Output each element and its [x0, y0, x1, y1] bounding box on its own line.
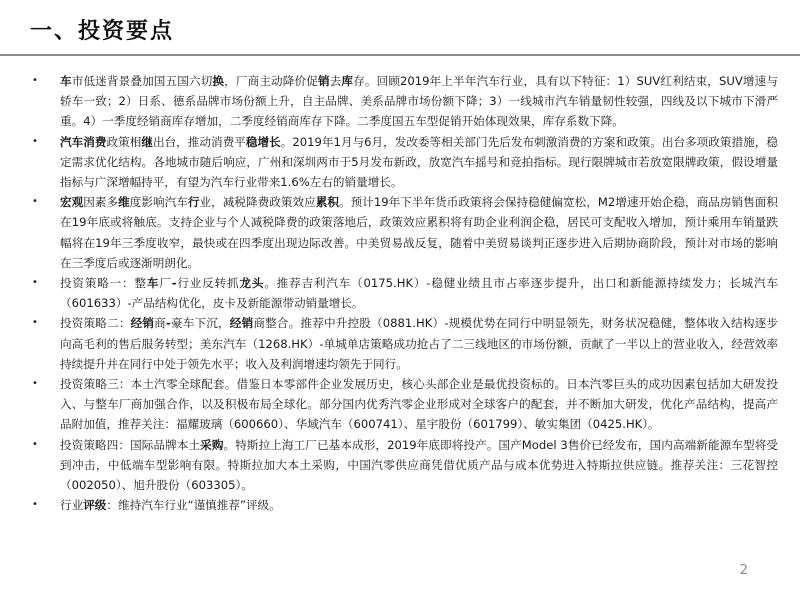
bullet-text-segment: 出台，推动消费平 — [152, 134, 246, 149]
bullet-text-segment: 行业 — [60, 498, 84, 513]
bullet-text-segment: - — [171, 276, 177, 291]
bullet-dot-icon: • — [32, 438, 38, 450]
bullet-text-segment: 车 — [146, 276, 160, 291]
bullet-dot-icon: • — [32, 499, 38, 511]
bullet-dot-icon: • — [32, 277, 38, 289]
bullet-text-segment: 投资策略二： — [60, 316, 131, 331]
bullet-text-segment: 商整合。推荐中升控股（0881.HK）-规模优势在同行中明显领先，财务状况稳健，整体收入结构逐步向高毛利的售后服务转型；美东汽车（1268.HK）-单城单店策略成功抢占了二三线地区的市场份额，贡献了一半以上的营业收入，经营效率持续提升并在同行中处于领先水平；收入及利润增速均领先于同行。 — [60, 316, 778, 371]
bullet-dot-icon: • — [32, 196, 38, 208]
bullet-text-segment: 度影响汽车 — [129, 195, 188, 210]
bullet-text-segment: 经销 — [229, 316, 254, 331]
bullet-text-segment: 宏观 — [60, 195, 84, 210]
page-number: 2 — [739, 563, 748, 578]
bullet-text-segment: 采购 — [200, 437, 224, 452]
bullet-item — [30, 132, 778, 193]
bullet-text-segment: 。特斯拉上海工厂已基本成形，2019年底即将投产。国产Model 3售价已经发布，国内高端新能源车型将受到冲击，中低端车型影响有限。特斯拉加大本土采购，中国汽零供应商凭借优质产品与成本优势进入特斯拉供应链。推荐关注：三花智控（002050）、旭升股份（603305）。 — [60, 437, 778, 493]
bullet-text-segment: 销 — [317, 74, 330, 88]
bullet-text-segment: 。2019年1月与6月，发改委等相关部门先后发布刺激消费的方案和政策。出台多项政策措施，稳定需求优化结构。各地城市随后响应，广州和深圳两市于5月发布新政，放宽汽车摇号和竞拍指标。现行限牌城市若放宽限牌政策，假设增量指标与广深增幅持平，有望为汽车行业带来1.6%左右的销量增长。 — [60, 134, 778, 190]
bullet-text-segment: 商 — [154, 316, 166, 331]
bullet-text-segment: 换 — [212, 74, 225, 88]
page-title: 一、投资要点 — [30, 19, 175, 44]
bullet-text-segment: 市低迷背景叠加国五国六切 — [71, 74, 213, 88]
bullet-text-segment: 汽车消费 — [60, 134, 107, 149]
bullet-text-segment: ，厂商主动降价促 — [224, 74, 318, 88]
bullet-text-segment: 车 — [60, 74, 72, 88]
bullet-text-segment: 龙头 — [239, 276, 265, 291]
bullet-text-segment: 去 — [329, 74, 342, 88]
bullet-text-segment: 稳增长 — [245, 134, 281, 149]
bullet-item — [30, 71, 778, 132]
bullet-item — [30, 192, 778, 273]
bullet-item — [30, 273, 778, 313]
bullet-text-segment: 经销 — [130, 316, 155, 331]
title-divider — [0, 54, 800, 56]
bullet-dot-icon: • — [32, 317, 38, 329]
bullet-dot-icon: • — [32, 75, 38, 86]
bullet-text-segment: 因素多 — [83, 195, 119, 210]
investment-points-list — [30, 71, 778, 515]
bullet-text-segment: 厂 — [159, 276, 172, 291]
bullet-text-segment: 继 — [141, 134, 153, 149]
bullet-text-segment: 。预计19年下半年货币政策将会保持稳健偏宽松，M2增速开始企稳，商品房销售面积在19年底或将触底。支持企业与个人减税降费的政策落地后，政策效应累积将有助企业利润企稳，居民可支配收入增加，预计乘用车销量跌幅将在19年三季度收窄，最快或在四季度出现边际改善。中美贸易战反复，随着中美贸易谈判正逐步进入后期协商阶段，预计对市场的影响在三季度后或逐渐明朗化。 — [60, 195, 778, 270]
bullet-dot-icon: • — [32, 135, 38, 147]
bullet-text-segment: 业，减税降费政策效应 — [199, 195, 316, 210]
bullet-text-segment: 投资策略四：国际品牌本土 — [60, 437, 201, 452]
bullet-text-segment: 投资策略一：整 — [60, 276, 147, 291]
bullet-text-segment: 评级 — [83, 498, 107, 513]
bullet-text-segment: 。推荐吉利汽车（0175.HK）-稳健业绩且市占率逐步提升，出口和新能源持续发力；长城汽车（601633）-产品结构优化，皮卡及新能源带动销量增长。 — [60, 276, 778, 311]
bullet-item — [30, 313, 778, 374]
bullet-text-segment: ：维持汽车行业“谨慎推荐”评级。 — [106, 498, 281, 513]
bullet-text-segment: 行 — [187, 195, 200, 210]
bullet-text-segment: 行业反转抓 — [176, 276, 240, 291]
bullet-text-segment: 库 — [341, 74, 354, 88]
bullet-item — [30, 374, 778, 435]
bullet-text-segment: - — [165, 316, 171, 331]
bullet-text-segment: 存。回顾2019年上半年汽车行业，具有以下特征：1）SUV红利结束，SUV增速与轿车一致；2）日系、德系品牌市场份额上升，自主品牌、美系品牌市场份额下降；3）一线城市汽车销量韧性较强，四线及以下城市下滑严重。4）一季度经销商库存增加，二季度经销商库存下降。二季度国五车型促销开始体现效果，库存系数下降。 — [60, 74, 778, 129]
bullet-text-segment: 豪车下沉， — [170, 316, 230, 331]
bullet-dot-icon: • — [32, 378, 38, 390]
bullet-item — [30, 495, 778, 515]
bullet-text-segment: 政策相 — [106, 134, 142, 149]
bullet-text-segment: 累积 — [315, 195, 339, 210]
bullet-text-segment: 投资策略三：本土汽零全球配套。借鉴日本零部件企业发展历史，核心头部企业是最优投资标的。日本汽零巨头的成功因素包括加大研发投入、与整车厂商加强合作，以及积极布局全球化。部分国内优秀汽零企业形成对全球客户的配套，并不断加大研发，优化产品结构，提高产品附加值，推荐关注：福耀玻璃（600660）、华域汽车（600741）、星宇股份（601799）、敏实集团（0425.HK）。 — [60, 377, 778, 432]
bullet-item — [30, 435, 778, 496]
bullet-text-segment: 维 — [118, 195, 130, 210]
